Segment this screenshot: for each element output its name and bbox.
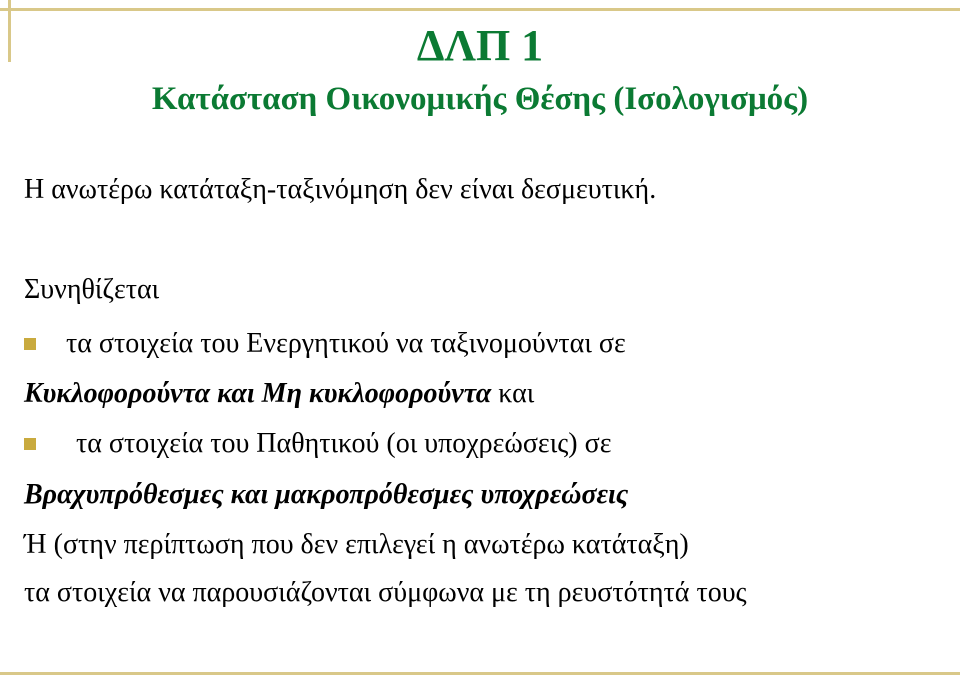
square-bullet-icon [24, 338, 36, 350]
bullet-liabilities: τα στοιχεία του Παθητικού (οι υποχρεώσεις) σε [76, 428, 612, 459]
slide-subtitle: Κατάσταση Οικονομικής Θέσης (Ισολογισμός) [151, 81, 809, 117]
text-line-alternative: Ή (στην περίπτωση που δεν επιλεγεί η ανωτέρω κατάταξη) [24, 529, 689, 560]
text-line-nonbinding: Η ανωτέρω κατάταξη-ταξινόμηση δεν είναι δεσμευτική. [24, 174, 657, 205]
bullet-assets: τα στοιχεία του Ενεργητικού να ταξινομούνται σε [66, 328, 626, 359]
slide-title: ΔΛΠ 1 [416, 21, 544, 70]
emphasis-current-noncurrent: Κυκλοφορούντα και Μη κυκλοφορούντα [24, 378, 492, 409]
text-and: και [491, 378, 535, 409]
text-line-liquidity: τα στοιχεία να παρουσιάζονται σύμφωνα με τη ρευστότητά τους [24, 577, 747, 608]
text-line-current-noncurrent [24, 376, 534, 412]
square-bullet-icon [24, 438, 36, 450]
emphasis-short-long-term: Βραχυπρόθεσμες και μακροπρόθεσμες υποχρεώσεις [24, 479, 629, 510]
text-line-customary: Συνηθίζεται [24, 274, 160, 305]
frame-line-bottom [0, 672, 960, 675]
frame-line-top [0, 8, 960, 11]
